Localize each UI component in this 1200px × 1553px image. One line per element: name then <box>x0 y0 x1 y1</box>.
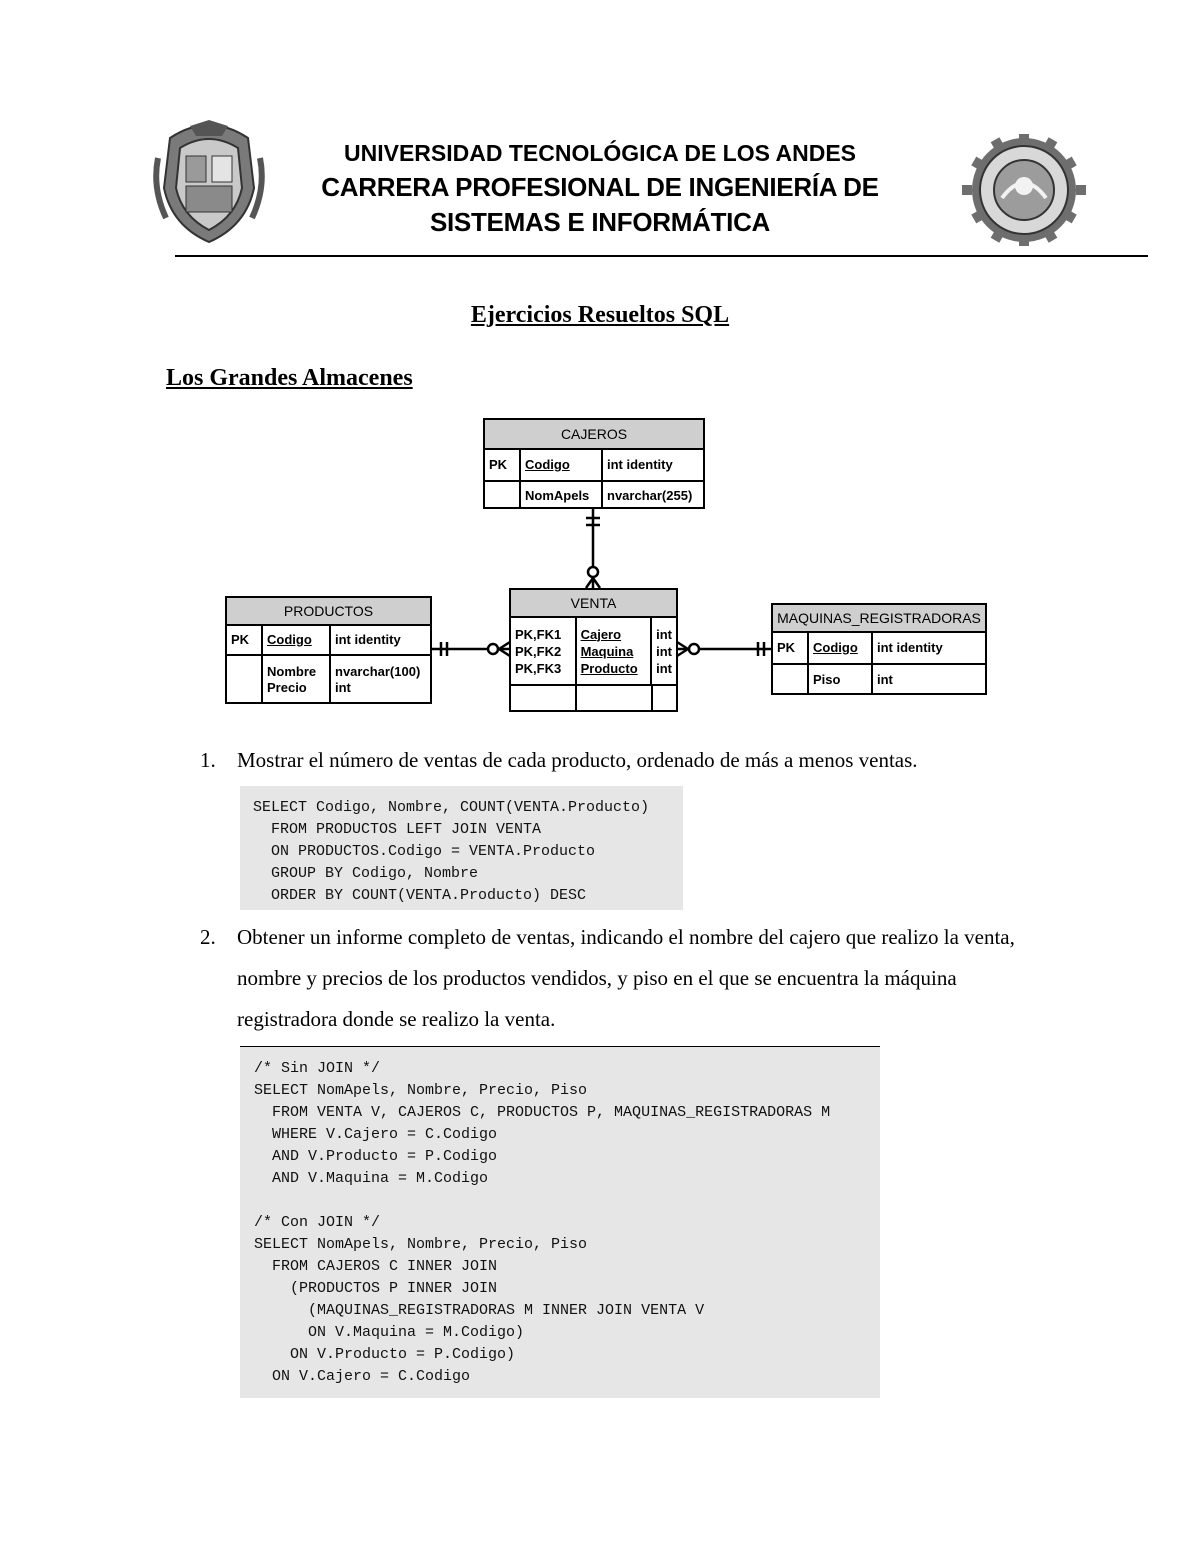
key-fk2: PK,FK2 <box>515 643 562 659</box>
type-cell: int identity <box>329 626 430 654</box>
list-item-number: 1. <box>200 748 216 772</box>
field-producto: Producto <box>580 660 638 676</box>
field-cajero: Cajero <box>580 626 622 642</box>
type-nombre: nvarchar(100) <box>335 664 421 679</box>
table-header: MAQUINAS_REGISTRADORAS <box>773 605 985 633</box>
type-cell <box>329 656 430 704</box>
type-cell: nvarchar(255) <box>601 482 703 509</box>
type-precio: int <box>335 680 351 695</box>
section-title: Los Grandes Almacenes <box>166 365 413 391</box>
key-cell <box>773 665 807 695</box>
field-maquina: Maquina <box>580 643 634 659</box>
table-header: PRODUCTOS <box>227 598 430 626</box>
field-cell: NomApels <box>519 482 601 509</box>
field-nombre: Nombre <box>267 664 317 679</box>
document-title: Ejercicios Resueltos SQL <box>470 302 730 328</box>
list-item-number: 2. <box>200 925 216 949</box>
field-cell <box>261 656 329 704</box>
career-title-line-1: CARRERA PROFESIONAL DE INGENIERÍA DE <box>321 172 879 202</box>
key-cell: PK <box>777 640 796 655</box>
field-precio: Precio <box>267 680 307 695</box>
type-producto: int <box>656 660 672 676</box>
field-cell: Codigo <box>261 626 329 654</box>
career-title-line-2: SISTEMAS E INFORMÁTICA <box>429 207 771 237</box>
empty-cell <box>575 686 651 712</box>
empty-cell <box>651 686 676 712</box>
er-table-productos <box>225 596 432 704</box>
er-diagram <box>0 0 1200 720</box>
key-fk3: PK,FK3 <box>515 660 562 676</box>
er-table-cajeros <box>483 418 705 509</box>
er-relationship-lines <box>0 0 1200 720</box>
table-header: CAJEROS <box>485 420 703 450</box>
key-cell <box>511 618 575 684</box>
type-cell: int identity <box>601 450 703 480</box>
header-divider <box>175 255 1148 257</box>
university-crest-logo <box>150 118 268 246</box>
key-cell: PK <box>489 457 508 472</box>
type-cell: int identity <box>871 633 985 663</box>
list-item-text: Mostrar el número de ventas de cada producto, ordenado de más a menos ventas. <box>237 748 918 772</box>
list-item-text: Obtener un informe completo de ventas, indicando el nombre del cajero que realizo la venta, nombre y precios de los productos vendidos, y piso en el que se encuentra la máquina registradora donde se realizo la venta. <box>237 925 1015 1031</box>
university-name: UNIVERSIDAD TECNOLÓGICA DE LOS ANDES <box>344 140 856 166</box>
key-cell <box>227 656 261 704</box>
type-maquina: int <box>656 643 672 659</box>
table-header: VENTA <box>511 590 676 618</box>
key-fk1: PK,FK1 <box>515 626 562 642</box>
er-table-venta <box>509 588 678 712</box>
sql-code-block: /* Sin JOIN */ SELECT NomApels, Nombre, Precio, Piso FROM VENTA V, CAJEROS C, PRODUCTOS P, MAQUINAS_REGISTRADORAS M WHERE V.Cajero = C.Codigo AND V.Producto = P.Codigo AND V.Maquina = M.Codigo /* Con JOIN */ SELECT NomApels, Nombre, Precio, Piso FROM CAJEROS C INNER JOIN (PRODUCTOS P INNER JOIN (MAQUINAS_REGISTRADORAS M INNER JOIN VENTA V ON V.Maquina = M.Codigo) ON V.Producto = P.Codigo) ON V.Cajero = C.Codigo <box>240 1046 880 1398</box>
field-cell: Piso <box>807 665 871 695</box>
type-cell <box>650 618 676 684</box>
field-cell: Codigo <box>519 450 601 480</box>
field-cell <box>575 618 651 684</box>
career-gear-seal-logo <box>960 134 1088 246</box>
key-cell: PK <box>231 632 250 647</box>
empty-cell <box>511 686 575 712</box>
field-cell: Codigo <box>807 633 871 663</box>
type-cell: int <box>871 665 985 695</box>
type-cajero: int <box>656 626 672 642</box>
crest-icon <box>150 118 268 246</box>
gear-seal-icon <box>960 134 1088 246</box>
sql-code-block: SELECT Codigo, Nombre, COUNT(VENTA.Producto) FROM PRODUCTOS LEFT JOIN VENTA ON PRODUCTOS.Codigo = VENTA.Producto GROUP BY Codigo, Nombre ORDER BY COUNT(VENTA.Producto) DESC <box>240 786 683 910</box>
key-cell <box>485 482 519 509</box>
er-table-maquinas-registradoras <box>771 603 987 695</box>
